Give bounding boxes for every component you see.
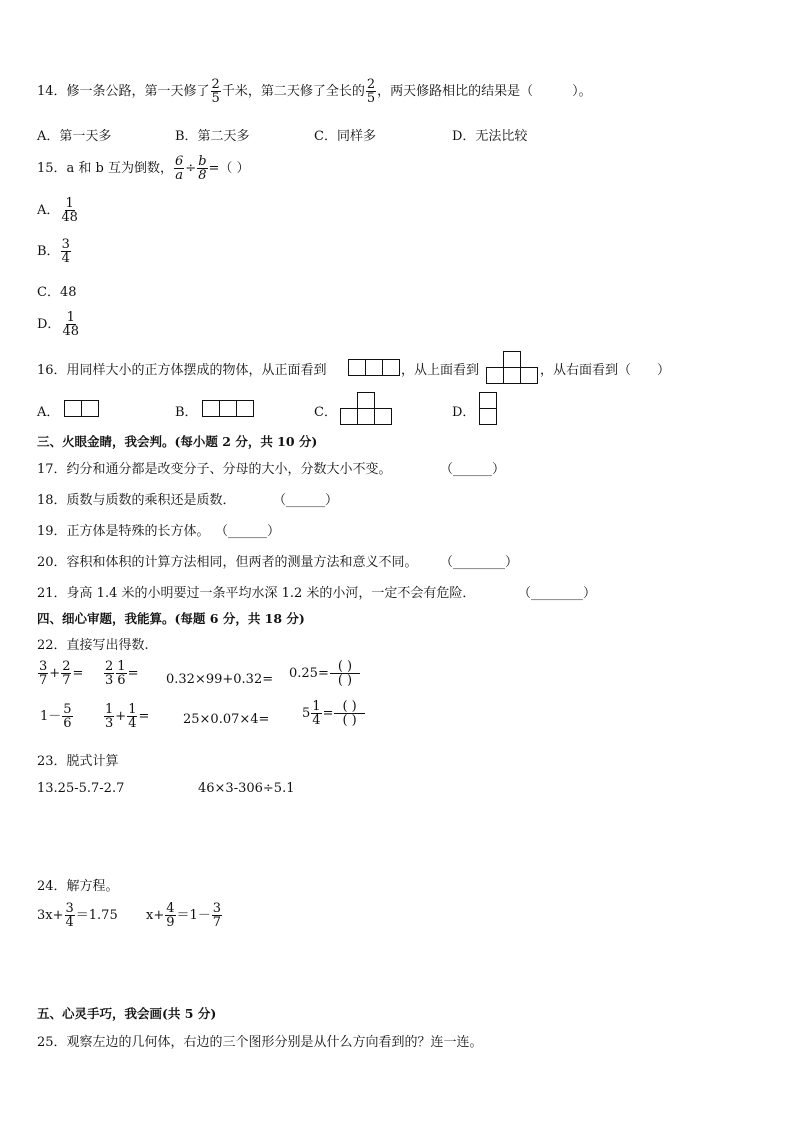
calc-expression-6: $\frac{1}{3}$ + $\frac{1}{4}$ =	[105, 702, 150, 731]
fraction: $\frac{b}{8}$	[198, 154, 207, 183]
q16-text-2: ，从上面看到	[401, 363, 480, 378]
q15-option-c: C．48	[37, 285, 77, 300]
question-22-title: 22．直接写出得数.	[37, 638, 149, 653]
equation-2: x+ $\frac{4}{9}$ ＝1－ $\frac{3}{7}$	[146, 901, 222, 930]
calc-expression-2: $\frac{2}{3}$ $\frac{1}{6}$ =	[105, 659, 139, 688]
q16-text-1: 16．用同样大小的正方体摆成的物体，从正面看到	[37, 363, 327, 378]
option-b: B．第二天多	[175, 129, 250, 144]
question-20: 20．容积和体积的计算方法相同，但两者的测量方法和意义不同。	[37, 555, 418, 570]
q16-option-a-label: A．	[37, 405, 60, 420]
q15-option-d: D． $\frac{1}{48}$	[37, 310, 79, 339]
calc-expression-5: 1－ $\frac{5}{6}$	[40, 702, 72, 731]
calc-23-1: 13.25-5.7-2.7	[37, 781, 125, 796]
option-a: A．第一天多	[37, 129, 112, 144]
question-15: 15．a 和 b 互为倒数， $\frac{6}{a}$ ÷ $\frac{b}{8}$ =（ ）	[37, 154, 250, 183]
question-14: 14．修一条公路，第一天修了 $\frac{2}{5}$ 千米，第二天修了全长的 $\frac{2}{5}$ ，两天修路相比的结果是（ ）。	[37, 77, 592, 106]
q16-option-c-label: C．	[314, 405, 337, 420]
fraction: $\frac{2}{5}$	[211, 77, 220, 106]
question-23-title: 23．脱式计算	[37, 754, 119, 769]
fraction: $\frac{2}{5}$	[366, 77, 376, 106]
fraction: $\frac{6}{a}$	[175, 154, 184, 183]
section-3-heading: 三、火眼金睛，我会判。(每小题 2 分，共 10 分)	[37, 434, 318, 449]
answer-blank-18[interactable]: （______）	[273, 493, 339, 508]
question-17: 17．约分和通分都是改变分子、分母的大小，分数大小不变。	[37, 462, 392, 477]
equation-1: 3x+ $\frac{3}{4}$ ＝1.75	[37, 901, 118, 930]
option-c: C．同样多	[314, 129, 376, 144]
q16-option-b-label: B．	[175, 405, 198, 420]
question-25: 25．观察左边的几何体，右边的三个图形分别是从什么方向看到的？连一连。	[37, 1035, 483, 1050]
q15-option-b: B． $\frac{3}{4}$	[37, 237, 70, 266]
calc-expression-7: 25×0.07×4=	[183, 712, 270, 727]
q16-option-d-label: D．	[452, 405, 476, 420]
question-19: 19．正方体是特殊的长方体。	[37, 524, 210, 539]
answer-blank-20[interactable]: （________）	[440, 555, 519, 570]
q16-text-3: ，从右面看到（ ）	[540, 363, 671, 378]
answer-blank-17[interactable]: （______）	[440, 462, 506, 477]
question-21: 21．身高 1.4 米的小明要过一条平均水深 1.2 米的小河，一定不会有危险．	[37, 586, 476, 601]
calc-expression-4: 0.25= $\frac{( )}{( )}$	[289, 660, 361, 687]
question-18: 18．质数与质数的乘积还是质数．	[37, 493, 236, 508]
option-d: D．无法比较	[452, 129, 528, 144]
calc-23-2: 46×3-306÷5.1	[198, 781, 295, 796]
section-5-heading: 五、心灵手巧，我会画(共 5 分)	[37, 1006, 217, 1021]
answer-blank-21[interactable]: （________）	[518, 586, 597, 601]
calc-expression-1: $\frac{3}{7}$ + $\frac{2}{7}$ =	[39, 659, 84, 688]
answer-blank-19[interactable]: （______）	[215, 524, 281, 539]
calc-expression-8: 5 $\frac{1}{4}$ = $\frac{( )}{( )}$	[302, 700, 366, 727]
section-4-heading: 四、细心审题，我能算。(每题 6 分，共 18 分)	[37, 611, 305, 626]
calc-expression-3: 0.32×99+0.32=	[166, 672, 274, 687]
question-24-title: 24．解方程。	[37, 879, 119, 894]
q15-option-a: A． $\frac{1}{48}$	[37, 196, 78, 225]
